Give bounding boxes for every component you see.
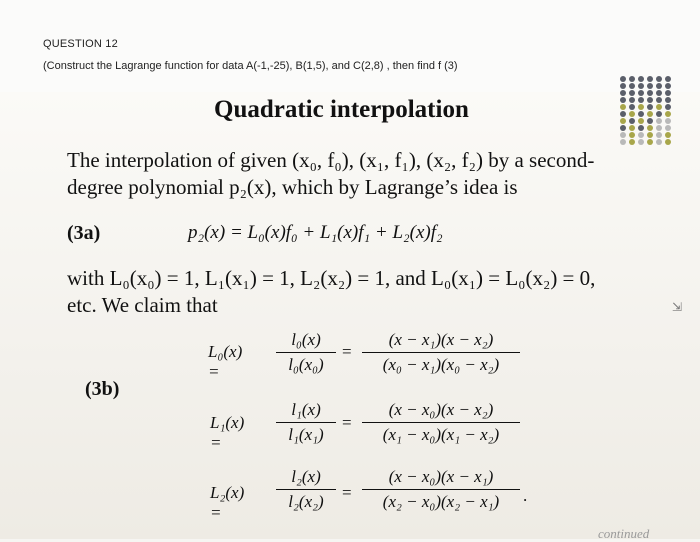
grid-dot [647,111,653,117]
grid-dot [656,104,662,110]
grid-dot [629,139,635,145]
grid-dot [638,104,644,110]
row-0-num-2: (x − x₁)(x − x₂) [388,330,494,349]
body-text-line-3: with L₀(x₀) = 1, L₁(x₁) = 1, L₂(x₂) = 1, and L₀(x₁) = L₀(x₂) = 0, [67,266,596,290]
row-0-fraction-1 [276,330,336,375]
grid-dot [629,83,635,89]
grid-dot [647,104,653,110]
grid-dot [665,97,671,103]
row-0-lhs: L₀(x) = [208,342,243,381]
grid-dot [629,111,635,117]
row-0-fraction-2 [362,330,520,375]
grid-dot [647,139,653,145]
grid-dot [638,111,644,117]
grid-dot [620,97,626,103]
grid-dot [620,118,626,124]
row-2-den-2: (x₂ − x₀)(x₂ − x₁) [382,492,500,511]
grid-dot [638,118,644,124]
row-1-num-1: l₁(x) [291,400,321,419]
grid-dot [629,118,635,124]
row-1-fraction-2 [362,400,520,445]
grid-dot [638,90,644,96]
question-title: QUESTION 12 [43,38,118,50]
grid-dot [620,104,626,110]
grid-dot [620,125,626,131]
body-text-line-2: degree polynomial p₂(x), which by Lagrange’s idea is [67,175,518,199]
grid-dot [647,83,653,89]
grid-dot [638,76,644,82]
grid-dot [656,83,662,89]
grid-dot [665,83,671,89]
grid-dot [620,132,626,138]
mouse-cursor-icon: ⇲ [672,300,683,314]
grid-dot [620,76,626,82]
row-2-equals: = [342,483,352,502]
grid-dot [638,97,644,103]
slide-title: Quadratic interpolation [214,96,469,123]
grid-dot [620,90,626,96]
equation-label-3a: (3a) [67,222,101,244]
grid-dot [629,132,635,138]
grid-dot [665,76,671,82]
grid-dot [638,139,644,145]
row-0-num-1: l₀(x) [291,330,321,349]
grid-dot [629,104,635,110]
grid-dot [656,90,662,96]
row-2-fraction-1 [276,467,336,512]
grid-dot [647,118,653,124]
row-0-den-2: (x₀ − x₁)(x₀ − x₂) [382,355,500,374]
row-0-den-1: l₀(x₀) [288,355,324,374]
question-instruction: (Construct the Lagrange function for data A(-1,-25), B(1,5), and C(2,8) , then find f (3) [43,60,458,72]
row-2-num-2: (x − x₀)(x − x₁) [388,467,494,486]
equation-label-3b: (3b) [85,378,120,400]
grid-dot [638,83,644,89]
grid-dot [647,90,653,96]
grid-dot [656,76,662,82]
row-2-num-1: l₂(x) [291,467,321,486]
grid-dot [620,111,626,117]
grid-dot [620,139,626,145]
grid-dot [665,132,671,138]
row-1-equals: = [342,413,352,432]
row-2-den-1: l₂(x₂) [288,492,324,511]
grid-dot [665,125,671,131]
grid-dot [665,90,671,96]
grid-dot [656,132,662,138]
grid-dot [656,111,662,117]
row-1-lhs: L₁(x) = [210,413,245,452]
grid-dot [656,139,662,145]
grid-dot [620,83,626,89]
row-1-fraction-1 [276,400,336,445]
row-2-fraction-2 [362,467,520,512]
grid-dot [629,97,635,103]
row-2-lhs: L₂(x) = [210,483,245,522]
body-text-line-1: The interpolation of given (x₀, f₀), (x₁, f₁), (x₂, f₂) by a second- [67,148,595,172]
body-text-line-4: etc. We claim that [67,293,218,317]
grid-dot [656,125,662,131]
grid-dot [665,118,671,124]
grid-dot [647,76,653,82]
row-0-equals: = [342,342,352,361]
grid-dot [665,139,671,145]
grid-dot [647,97,653,103]
question-header [0,0,700,92]
grid-dot [647,125,653,131]
equation-3a: p₂(x) = L₀(x)f₀ + L₁(x)f₁ + L₂(x)f₂ [188,222,443,243]
grid-dot [629,90,635,96]
grid-dot [656,97,662,103]
grid-dot [665,104,671,110]
grid-dot [656,118,662,124]
grid-dot [665,111,671,117]
grid-dot [638,132,644,138]
row-1-den-2: (x₁ − x₀)(x₁ − x₂) [382,425,500,444]
continued-text: continued [598,526,650,541]
row-1-den-1: l₁(x₁) [288,425,324,444]
grid-dot [647,132,653,138]
grid-dot [629,76,635,82]
row-1-num-2: (x − x₀)(x − x₂) [388,400,494,419]
row-2-period: . [523,486,528,505]
grid-dot [638,125,644,131]
grid-dot [629,125,635,131]
